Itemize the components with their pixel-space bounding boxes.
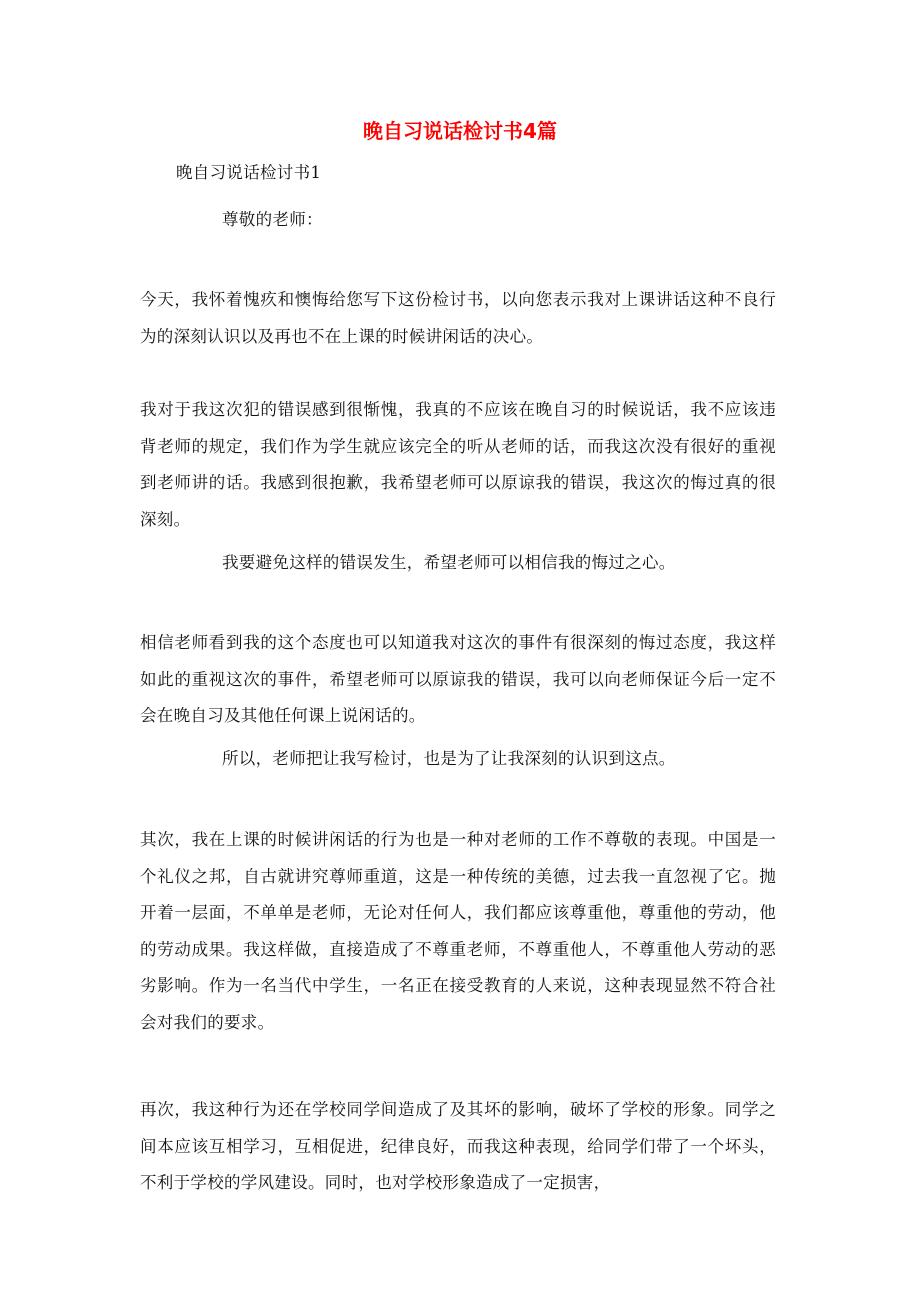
section-heading: 晚自习说话检讨书1 [176, 163, 322, 182]
document-title: 晚自习说话检讨书4篇 [363, 119, 557, 143]
paragraph-1: 今天，我怀着愧疚和懊悔给您写下这份检讨书，以向您表示我对上课讲话这种不良行为的深刻认识以及再也不在上课的时候讲闲话的决心。 [140, 290, 776, 346]
salutation: 尊敬的老师： [222, 210, 323, 229]
paragraph-7: 再次，我这种行为还在学校同学间造成了及其坏的影响，破坏了学校的形象。同学之间本应该互相学习，互相促进，纪律良好，而我这种表现，给同学们带了一个坏头，不利于学校的学风建设。同时，也对学校形象造成了一定损害， [140, 1100, 776, 1192]
paragraph-3: 我要避免这样的错误发生，希望老师可以相信我的悔过之心。 [222, 553, 676, 572]
paragraph-6: 其次，我在上课的时候讲闲话的行为也是一种对老师的工作不尊敬的表现。中国是一个礼仪之邦，自古就讲究尊师重道，这是一种传统的美德，过去我一直忽视了它。抛开着一层面，不单单是老师，无论对任何人，我们都应该尊重他，尊重他的劳动，他的劳动成果。我这样做，直接造成了不尊重老师，不尊重他人，不尊重他人劳动的恶劣影响。作为一名当代中学生，一名正在接受教育的人来说，这种表现显然不符合社会对我们的要求。 [140, 830, 776, 1032]
paragraph-5: 所以，老师把让我写检讨，也是为了让我深刻的认识到这点。 [222, 749, 676, 768]
paragraph-4: 相信老师看到我的这个态度也可以知道我对这次的事件有很深刻的悔过态度，我这样如此的重视这次的事件，希望老师可以原谅我的错误，我可以向老师保证今后一定不会在晚自习及其他任何课上说闲话的。 [140, 633, 776, 725]
paragraph-2: 我对于我这次犯的错误感到很惭愧，我真的不应该在晚自习的时候说话，我不应该违背老师的规定，我们作为学生就应该完全的听从老师的话，而我这次没有很好的重视到老师讲的话。我感到很抱歉，我希望老师可以原谅我的错误，我这次的悔过真的很深刻。 [140, 400, 776, 529]
